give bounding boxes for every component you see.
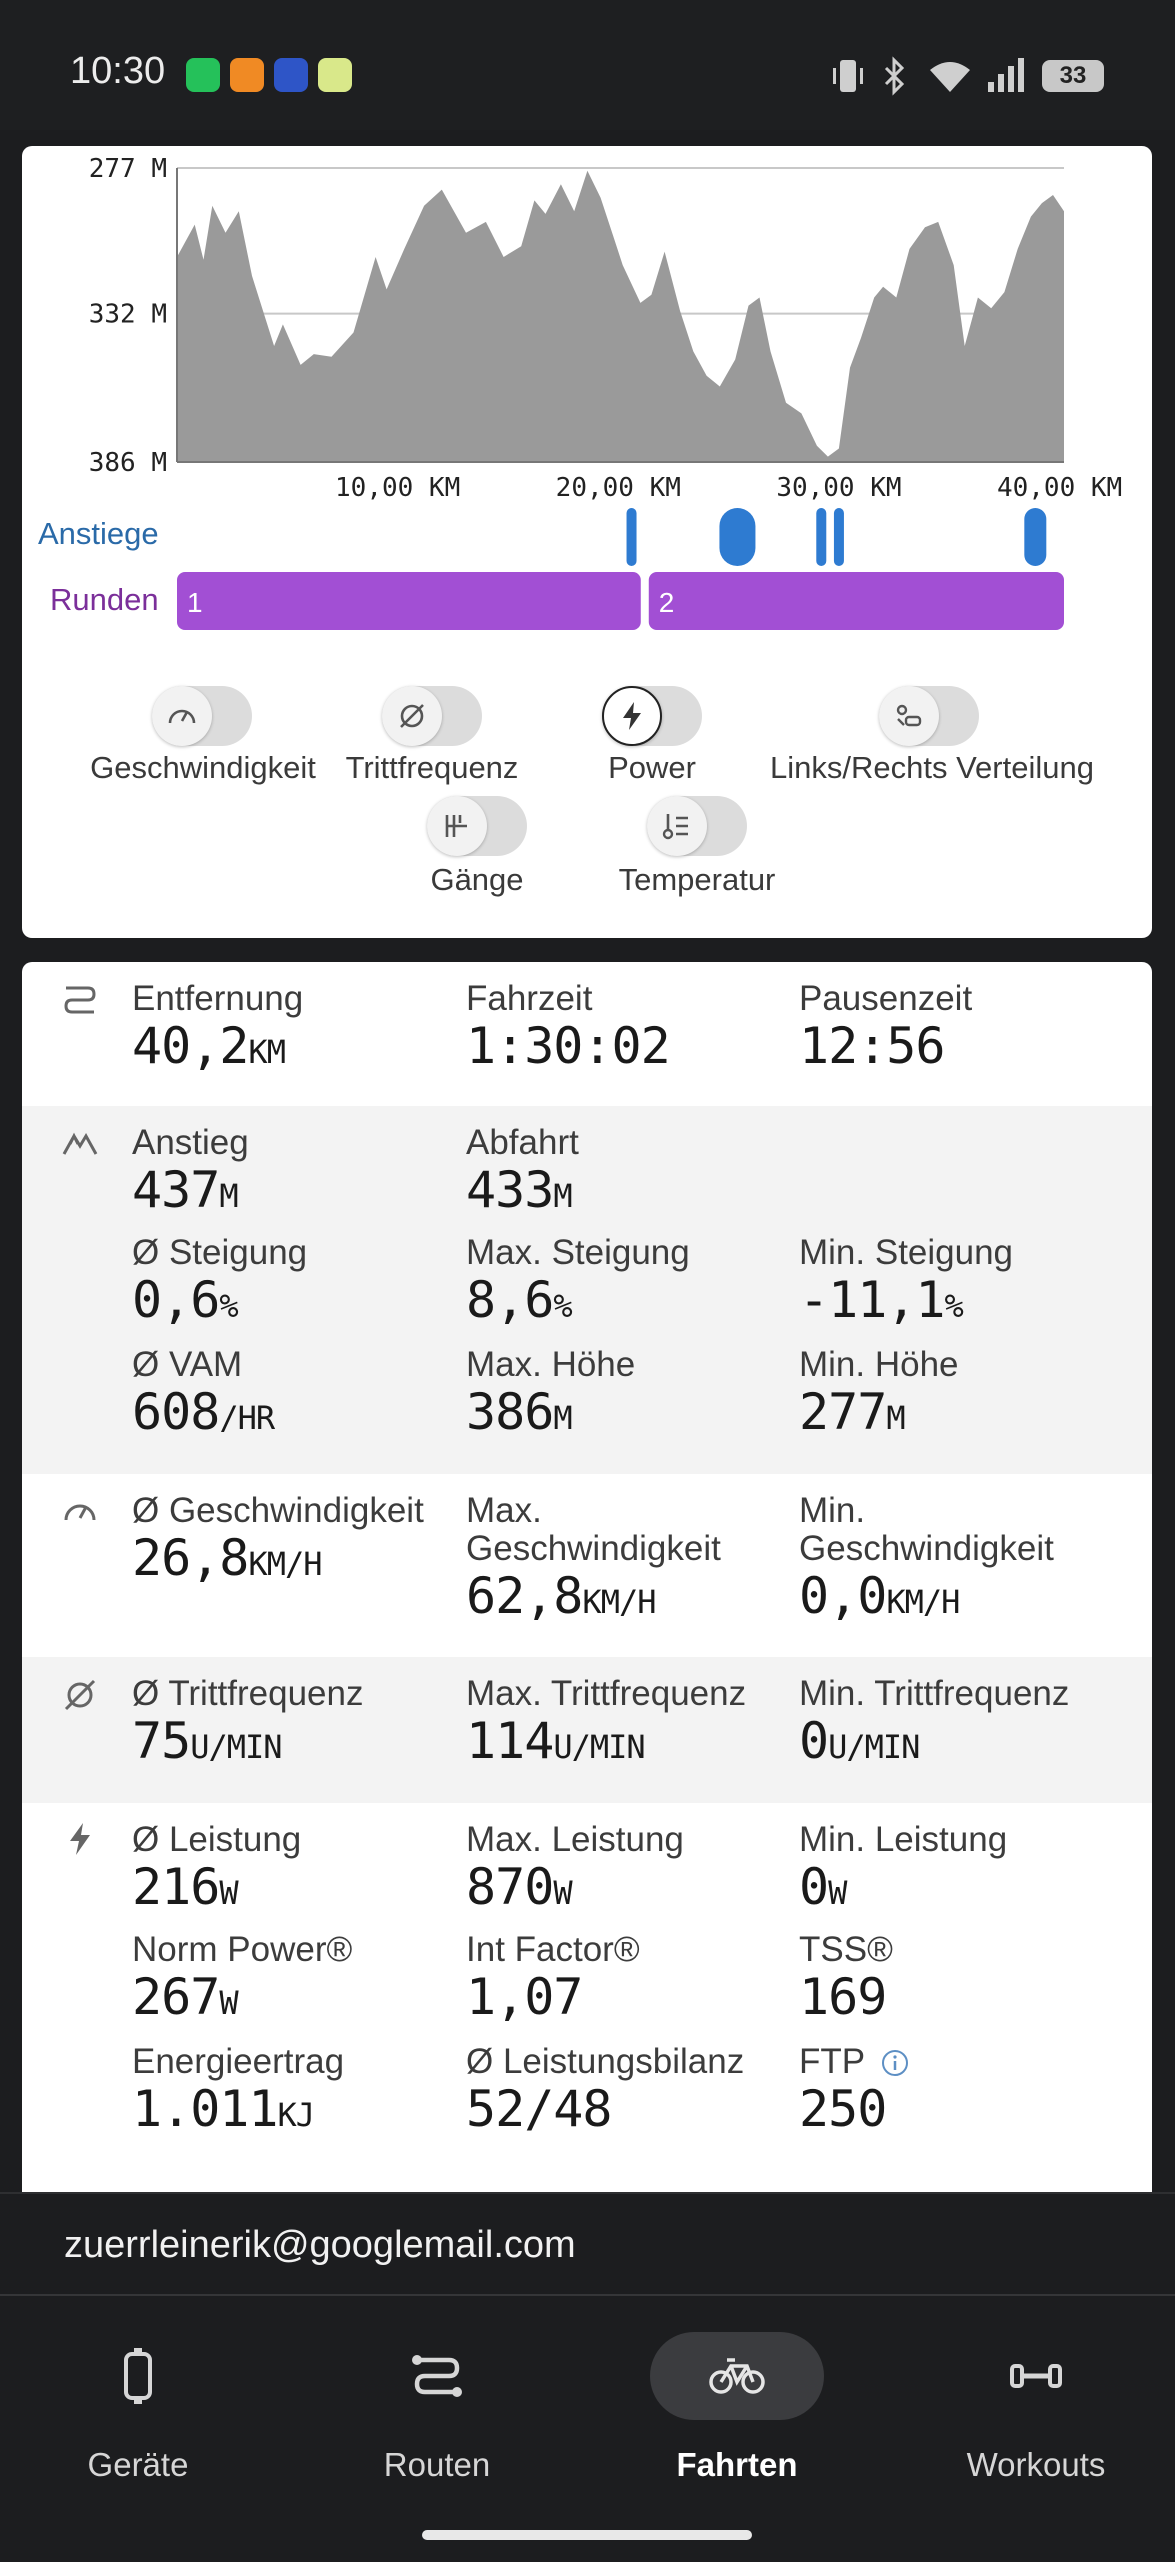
x-tick-label: 10,00 KM <box>335 473 461 503</box>
elevation-chart-card <box>22 146 1152 938</box>
stat-min-cadence: Min. Trittfrequenz 0U/MIN <box>799 1674 1070 1770</box>
stat-descent: Abfahrt 433M <box>466 1123 579 1219</box>
elevation-chart[interactable] <box>22 146 1152 646</box>
gear-shift-icon <box>427 796 487 856</box>
thermometer-icon <box>647 796 707 856</box>
lap-bar <box>177 572 641 630</box>
stat-norm-power: Norm Power® 267W <box>132 1930 353 2026</box>
signal-icon <box>986 56 1030 96</box>
stat-ftp: FTP 250 <box>799 2043 1119 2137</box>
ride-stats-card <box>22 962 1152 2192</box>
speed-section <box>22 1474 1152 1625</box>
climb-marker <box>719 508 755 566</box>
device-icon <box>108 2346 168 2406</box>
climbs-legend-label: Anstiege <box>38 516 159 551</box>
stat-min-speed: Min. Geschwindigkeit 0,0KM/H <box>799 1491 1054 1625</box>
climb-marker <box>627 508 637 566</box>
stat-ascent: Anstieg 437M <box>132 1123 249 1219</box>
stat-max-power: Max. Leistung 870W <box>466 1820 684 1916</box>
nav-devices[interactable] <box>8 2296 268 2496</box>
balance-icon <box>879 686 939 746</box>
lightning-icon <box>602 686 662 746</box>
status-bar <box>0 0 1175 130</box>
toggle-gears-label: Gänge <box>430 862 524 897</box>
whatsapp-icon <box>186 58 220 92</box>
y-tick-label: 277 M <box>88 154 167 184</box>
cadence-section <box>22 1657 1152 1803</box>
nav-workouts-label: Workouts <box>966 2446 1106 2483</box>
dumbbell-icon <box>1006 2346 1066 2406</box>
stat-max-cadence: Max. Trittfrequenz 114U/MIN <box>466 1674 747 1770</box>
y-tick-label: 332 M <box>88 299 167 330</box>
toggle-gears[interactable] <box>427 796 527 856</box>
laps-legend-label: Runden <box>50 582 159 617</box>
toggle-power-label: Power <box>608 750 696 785</box>
power-section <box>22 1803 1152 2192</box>
bluetooth-icon <box>880 56 910 96</box>
lap-bar <box>649 572 1064 630</box>
stat-min-power: Min. Leistung 0W <box>799 1820 1008 1916</box>
route-icon <box>407 2346 467 2406</box>
stat-max-altitude: Max. Höhe 386M <box>466 1345 636 1441</box>
stat-tss: TSS® 169 <box>799 1930 893 2026</box>
status-time: 10:30 <box>70 50 166 92</box>
stat-avg-cadence: Ø Trittfrequenz 75U/MIN <box>132 1674 364 1770</box>
lap-label: 1 <box>187 587 203 618</box>
account-bar <box>0 2192 1175 2294</box>
toggle-speed-label: Geschwindigkeit <box>90 750 316 785</box>
toggle-lr-balance[interactable] <box>879 686 979 746</box>
x-tick-label: 20,00 KM <box>555 473 681 503</box>
climb-marker <box>834 508 844 566</box>
bicycle-icon <box>707 2346 767 2406</box>
nav-devices-label: Geräte <box>87 2446 189 2483</box>
home-indicator[interactable] <box>422 2530 752 2540</box>
toggle-power[interactable] <box>602 686 702 746</box>
nav-rides-label: Fahrten <box>676 2446 798 2483</box>
stat-avg-power: Ø Leistung 216W <box>132 1820 302 1916</box>
stat-power-balance: Ø Leistungsbilanz 52/48 <box>466 2042 745 2138</box>
stat-avg-speed: Ø Geschwindigkeit 26,8KM/H <box>132 1491 424 1587</box>
stat-avg-vam: Ø VAM 608/HR <box>132 1345 275 1441</box>
x-tick-label: 30,00 KM <box>776 473 902 503</box>
stat-pause-time: Pausenzeit 12:56 <box>799 979 973 1075</box>
lightning-icon <box>60 1819 100 1859</box>
toggle-cadence[interactable] <box>382 686 482 746</box>
toggle-speed[interactable] <box>152 686 252 746</box>
info-icon[interactable] <box>880 2048 910 2078</box>
cadence-icon <box>60 1675 100 1715</box>
pokemon-go-icon <box>274 58 308 92</box>
distance-section <box>22 962 1152 1106</box>
strava-icon <box>230 58 264 92</box>
climb-marker <box>1024 508 1046 566</box>
climb-marker <box>816 508 826 566</box>
stat-max-grade: Max. Steigung 8,6% <box>466 1233 690 1329</box>
speedometer-icon <box>152 686 212 746</box>
stat-max-speed: Max. Geschwindigkeit 62,8KM/H <box>466 1491 721 1625</box>
stat-min-altitude: Min. Höhe 277M <box>799 1345 959 1441</box>
toggle-temperature-label: Temperatur <box>618 862 776 897</box>
toggle-lr-balance-label: Links/Rechts Verteilung <box>770 750 1094 785</box>
cadence-icon <box>382 686 442 746</box>
route-icon <box>60 980 100 1020</box>
toggle-temperature[interactable] <box>647 796 747 856</box>
battery-indicator: 33 <box>1042 60 1104 92</box>
stat-ride-time: Fahrzeit 1:30:02 <box>466 979 670 1075</box>
x-tick-label: 40,00 KM <box>996 473 1123 503</box>
nav-workouts[interactable] <box>906 2296 1166 2496</box>
komoot-icon <box>318 58 352 92</box>
stat-energy: Energieertrag 1.011KJ <box>132 2042 345 2138</box>
lap-label: 2 <box>658 587 675 618</box>
nav-routes-label: Routen <box>383 2446 491 2483</box>
mountain-icon <box>60 1124 100 1164</box>
stat-min-grade: Min. Steigung -11,1% <box>799 1233 1014 1329</box>
bottom-navigation <box>0 2294 1175 2562</box>
speedometer-icon <box>60 1492 100 1532</box>
elevation-area <box>177 171 1064 462</box>
stat-avg-grade: Ø Steigung 0,6% <box>132 1233 308 1329</box>
y-tick-label: 386 M <box>88 448 167 478</box>
nav-rides[interactable] <box>607 2296 867 2496</box>
elevation-section <box>22 1106 1152 1474</box>
toggle-cadence-label: Trittfrequenz <box>345 750 519 785</box>
account-email: zuerrleinerik@googlemail.com <box>64 2224 576 2266</box>
stat-int-factor: Int Factor® 1,07 <box>466 1930 640 2026</box>
wifi-icon <box>926 56 974 96</box>
vibrate-icon <box>830 56 866 96</box>
nav-routes[interactable] <box>307 2296 567 2496</box>
stat-distance: Entfernung 40,2KM <box>132 979 304 1075</box>
